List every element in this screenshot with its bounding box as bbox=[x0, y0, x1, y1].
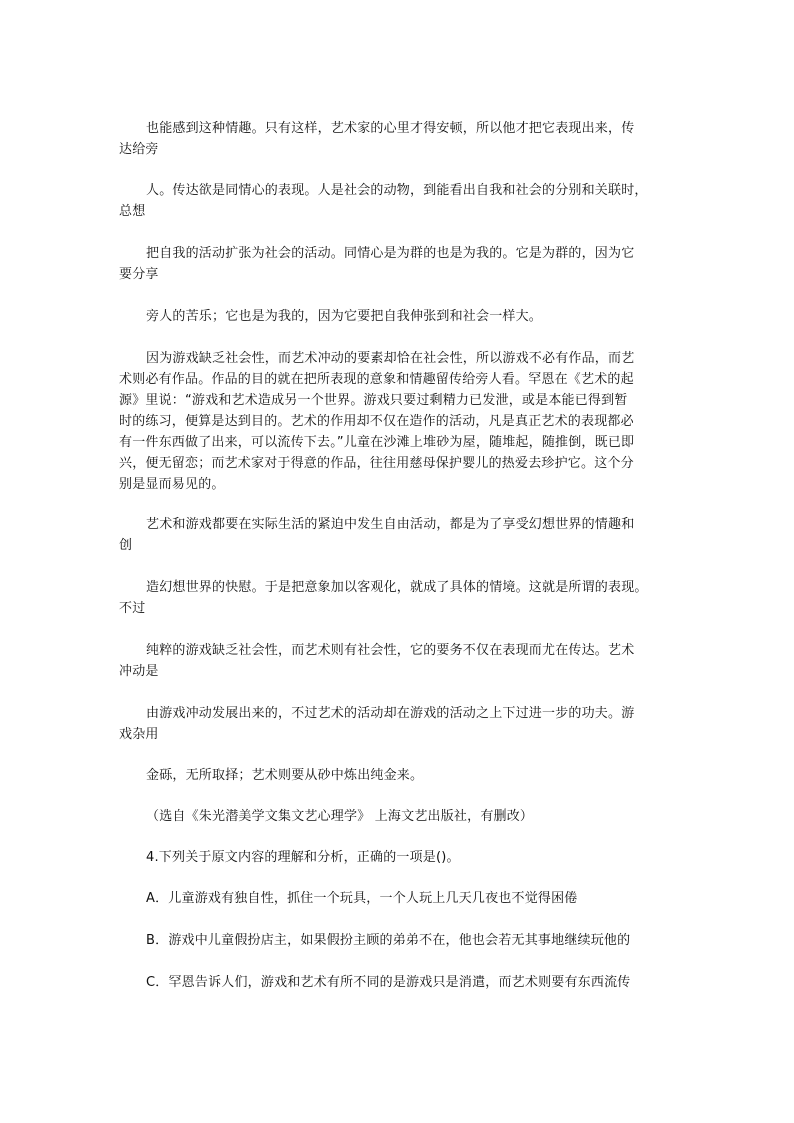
text-line: 由游戏冲动发展出来的，不过艺术的活动却在游戏的活动之上下过进一步的功夫。游 bbox=[146, 706, 635, 721]
text-line: 也能感到这种情趣。只有这样，艺术家的心里才得安顿，所以他才把它表现出来，传 bbox=[146, 121, 635, 136]
paragraph bbox=[119, 180, 679, 222]
option-c bbox=[119, 972, 679, 993]
option-text: C．罕恩告诉人们，游戏和艺术有所不同的是游戏只是消遣，而艺术则要有东西流传 bbox=[146, 975, 631, 990]
paragraph bbox=[119, 243, 679, 285]
text-line: 艺术和游戏都要在实际生活的紧迫中发生自由活动，都是为了享受幻想世界的情趣和 bbox=[146, 517, 635, 532]
text-line: 有一件东西做了出来，可以流传下去。”儿童在沙滩上堆砂为屋，随堆起，随推倒，既已即 bbox=[119, 435, 635, 450]
text-line: 因为游戏缺乏社会性，而艺术冲动的要素却恰在社会性，所以游戏不必有作品，而艺 bbox=[146, 351, 635, 366]
paragraph bbox=[119, 514, 679, 556]
paragraph bbox=[119, 118, 679, 160]
text-line: 源》里说：“游戏和艺术造成另一个世界。游戏只要过剩精力已发泄，或是本能已得到暂 bbox=[119, 393, 628, 408]
text-line: 时的练习，便算是达到目的。艺术的作用却不仅在造作的活动，凡是真正艺术的表现都必 bbox=[119, 414, 634, 429]
source-citation bbox=[119, 806, 679, 827]
text-line: （选自《朱光潜美学文集文艺心理学》 上海文艺出版社，有删改） bbox=[146, 809, 534, 824]
paragraph bbox=[119, 640, 679, 682]
text-line: 旁人的苦乐；它也是为我的，因为它要把自我伸张到和社会一样大。 bbox=[146, 309, 543, 324]
question-stem bbox=[119, 847, 679, 868]
text-line: 达给旁 bbox=[119, 142, 159, 157]
text-line: 别是显而易见的。 bbox=[119, 477, 225, 492]
option-b bbox=[119, 930, 679, 951]
paragraph bbox=[119, 765, 679, 786]
text-line: 不过 bbox=[119, 601, 146, 616]
paragraph bbox=[119, 577, 679, 619]
text-line: 戏杂用 bbox=[119, 727, 159, 742]
text-line: 造幻想世界的快慰。于是把意象加以客观化，就成了具体的情境。这就是所谓的表现。 bbox=[146, 580, 648, 595]
option-text: A．儿童游戏有独自性，抓住一个玩具，一个人玩上几天几夜也不觉得困倦 bbox=[146, 891, 578, 906]
option-a bbox=[119, 888, 679, 909]
text-line: 创 bbox=[119, 538, 133, 553]
text-line: 把自我的活动扩张为社会的活动。同情心是为群的也是为我的。它是为群的，因为它 bbox=[146, 246, 635, 261]
paragraph bbox=[119, 348, 679, 495]
text-line: 兴，便无留恋；而艺术家对于得意的作品，往往用慈母保护婴儿的热爱去珍护它。这个分 bbox=[119, 456, 634, 471]
paragraph bbox=[119, 703, 679, 745]
text-line: 4.下列关于原文内容的理解和分析，正确的一项是()。 bbox=[146, 850, 460, 865]
text-line: 要分享 bbox=[119, 267, 159, 282]
text-line: 术则必有作品。作品的目的就在把所表现的意象和情趣留传给旁人看。罕恩在《艺术的起 bbox=[119, 372, 634, 387]
option-text: B．游戏中儿童假扮店主，如果假扮主顾的弟弟不在，他也会若无其事地继续玩他的 bbox=[146, 933, 631, 948]
text-line: 总想 bbox=[119, 204, 146, 219]
text-line: 人。传达欲是同情心的表现。人是社会的动物，到能看出自我和社会的分别和关联时， bbox=[146, 183, 648, 198]
text-line: 冲动是 bbox=[119, 664, 159, 679]
text-line: 纯粹的游戏缺乏社会性，而艺术则有社会性，它的要务不仅在表现而尤在传达。艺术 bbox=[146, 643, 635, 658]
paragraph bbox=[119, 306, 679, 327]
text-line: 金砾，无所取择；艺术则要从砂中炼出纯金来。 bbox=[146, 768, 424, 783]
